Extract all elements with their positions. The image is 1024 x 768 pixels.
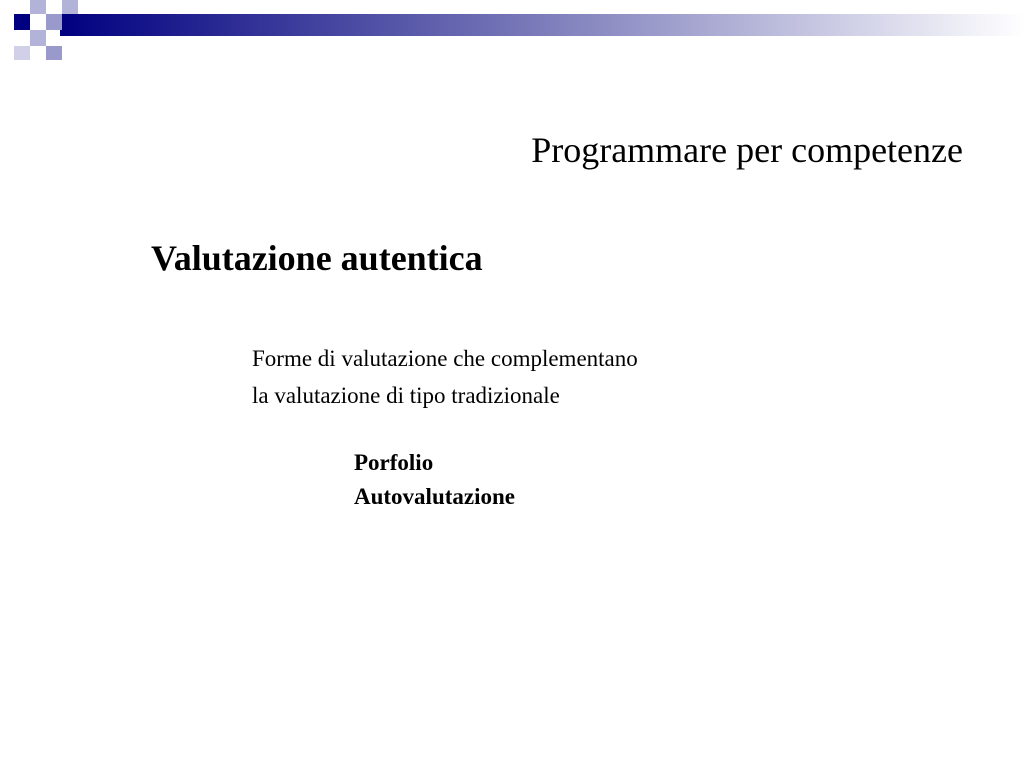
header-square-5 (30, 30, 46, 46)
items-list (354, 446, 515, 514)
body-text (252, 340, 638, 414)
header-square-2 (30, 0, 46, 14)
header-square-7 (46, 46, 62, 60)
decorative-header-band (0, 0, 1024, 72)
section-heading: Valutazione autentica (151, 238, 483, 278)
list-item-porfolio: Porfolio (354, 450, 434, 475)
slide-title: Programmare per competenze (531, 130, 963, 170)
header-square-4 (46, 14, 62, 30)
header-square-3 (62, 0, 78, 14)
header-square-6 (14, 46, 30, 60)
header-square-1 (14, 14, 30, 30)
body-line-1: Forme di valutazione che complementano (252, 346, 638, 371)
header-gradient-bar (60, 14, 1024, 36)
list-item-autovalutazione: Autovalutazione (354, 484, 515, 509)
body-line-2: la valutazione di tipo tradizionale (252, 383, 560, 408)
